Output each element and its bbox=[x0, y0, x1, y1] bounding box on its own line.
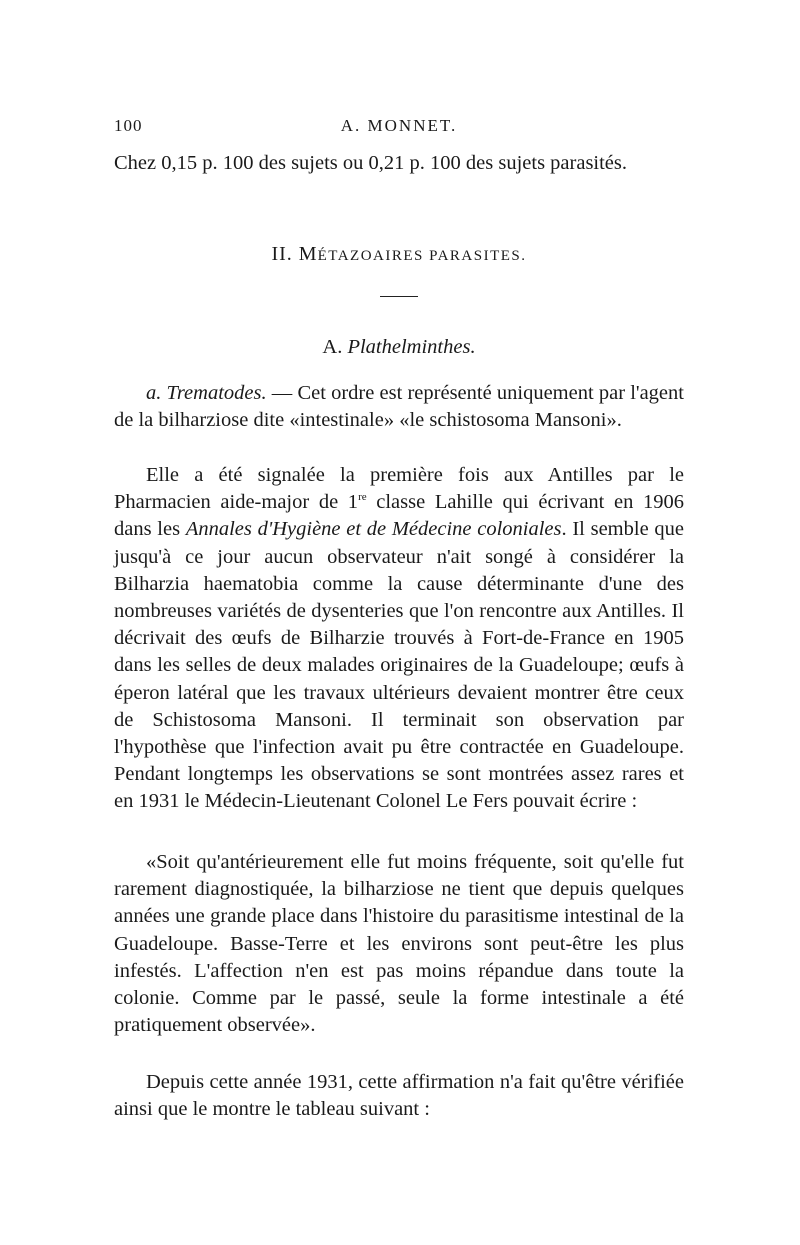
ordinal-superscript: re bbox=[358, 491, 367, 504]
paragraph-text: Chez 0,15 p. 100 des sujets ou 0,21 p. 100 des sujets parasités. bbox=[114, 152, 628, 174]
section-heading-rest: ÉTAZOAIRES PARASITES. bbox=[317, 248, 527, 264]
quote-text: «Soit qu'antérieurement elle fut moins fréquente, soit qu'elle fut rarement diagnostiquée, la bilharziose ne tient que depuis quelques années une grande place dans l'histoire du parasitisme intestinal de la Guadeloupe. Basse-Terre et les environs sont peut-être les plus infestés. L'affection n'en est pas moins répandue dans toute la colonie. Comme par le passé, seule la forme intestinale a été pratiquement observée». bbox=[114, 851, 684, 1037]
section-heading bbox=[114, 243, 684, 266]
trematodes-text: — Cet ordre est représenté uniquement par l'agent de la bilharziose dite «intestinale» «le schistosoma Mansoni». bbox=[114, 382, 684, 432]
subsection-heading-letter: A. bbox=[322, 336, 348, 358]
running-title: A. MONNET. bbox=[340, 116, 458, 135]
history-text-part2: classe Lahille qui écrivant en 1906 dans les bbox=[114, 491, 684, 541]
page-number: 100 bbox=[114, 116, 143, 135]
section-divider bbox=[380, 296, 418, 297]
trematodes-label: a. Trematodes. bbox=[146, 382, 267, 404]
paragraph-text bbox=[114, 380, 684, 434]
conclusion-text: Depuis cette année 1931, cette affirmation n'a fait qu'être vérifiée ainsi que le montre le tableau suivant : bbox=[114, 1071, 684, 1121]
section-heading-numeral: II. bbox=[271, 243, 299, 265]
paragraph-continued bbox=[114, 150, 684, 177]
journal-title: Annales d'Hygiène et de Médecine coloniales bbox=[185, 518, 562, 541]
paragraph-conclusion bbox=[114, 1069, 684, 1123]
running-head bbox=[114, 116, 684, 140]
paragraph-quote bbox=[114, 849, 684, 1039]
history-text-part1: Elle a été signalée la première fois aux Antilles par le Pharmacien aide-major de 1 bbox=[114, 464, 684, 514]
subsection-heading-title: Plathelminthes. bbox=[347, 336, 476, 358]
paragraph-trematodes bbox=[114, 380, 684, 434]
section-heading-initial: M bbox=[298, 243, 318, 265]
paragraph-history bbox=[114, 462, 684, 816]
history-text-part3: . Il semble que jusqu'à ce jour aucun observateur n'ait songé à considérer la Bilharzia haematobia comme la cause déterminante d'une des nombreuses variétés de dysenteries que l'on rencontre aux Antilles. Il décrivait des œufs de Bilharzie trouvés à Fort-de-France en 1905 dans les selles de deux malades originaires de la Guadeloupe; œufs à éperon latéral que les travaux ultérieurs devaient montrer être ceux de Schistosoma Mansoni. Il terminait son observation par l'hypothèse que l'infection avait pu être contractée en Guadeloupe. Pendant longtemps les observations se sont montrées assez rares et en 1931 le Médecin-Lieutenant Colonel Le Fers pouvait écrire : bbox=[114, 518, 684, 813]
paragraph-text bbox=[114, 462, 684, 816]
subsection-heading bbox=[114, 336, 684, 359]
